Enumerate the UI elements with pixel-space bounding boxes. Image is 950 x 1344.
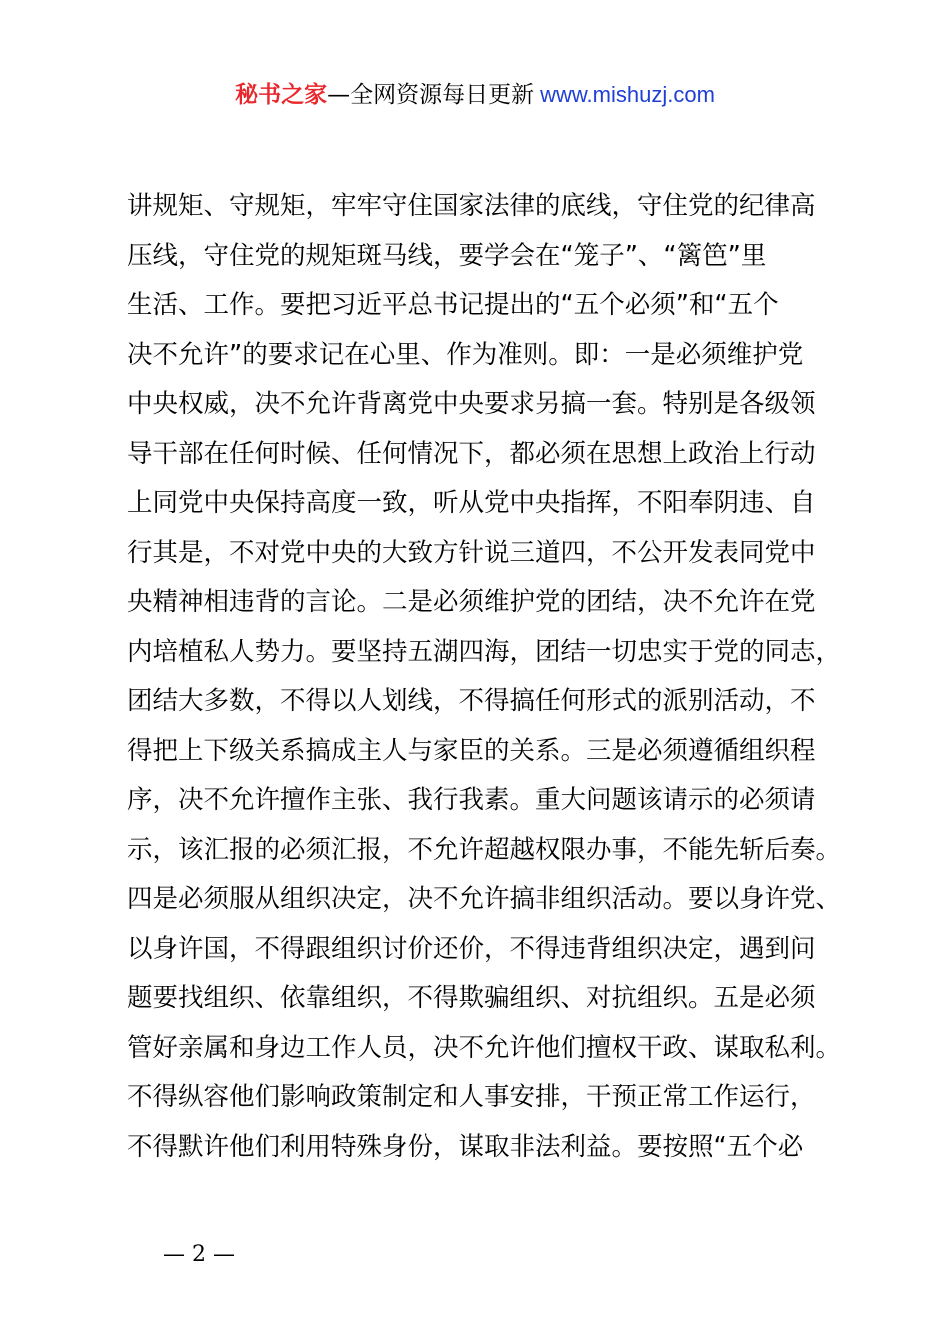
page-number: — 2 — [163, 1242, 235, 1267]
body-line: 上同党中央保持高度一致，听从党中央指挥，不阳奉阴违、自 [127, 488, 816, 518]
body-line: 导干部在任何时候、任何情况下，都必须在思想上政治上行动 [127, 438, 816, 469]
body-line: 不得纵容他们影响政策制定和人事安排，干预正常工作运行， [127, 1082, 816, 1112]
body-line: 央精神相违背的言论。二是必须维护党的团结，决不允许在党 [127, 587, 816, 617]
brand-name: 秘书之家 [235, 82, 328, 108]
body-line: 压线，守住党的规矩斑马线，要学会在“笼子”、“篱笆”里 [127, 240, 767, 271]
document-body [127, 182, 847, 1172]
body-line: 管好亲属和身边工作人员，决不允许他们擅权干政、谋取私利。 [127, 1032, 842, 1063]
body-line: 四是必须服从组织决定，决不允许搞非组织活动。要以身许党、 [127, 884, 842, 914]
site-header [0, 78, 950, 112]
body-line: 行其是，不对党中央的大致方针说三道四，不公开发表同党中 [127, 537, 816, 568]
body-line: 团结大多数，不得以人划线，不得搞任何形式的派别活动，不 [127, 686, 816, 716]
body-line: 不得默许他们利用特殊身份，谋取非法利益。要按照“五个必 [127, 1131, 804, 1162]
body-line: 内培植私人势力。要坚持五湖四海，团结一切忠实于党的同志， [127, 636, 842, 667]
body-line: 讲规矩、守规矩，牢牢守住国家法律的底线，守住党的纪律高 [127, 191, 816, 221]
body-line: 生活、工作。要把习近平总书记提出的“五个必须”和“五个 [127, 290, 779, 320]
body-line: 示，该汇报的必须汇报，不允许超越权限办事，不能先斩后奏。 [127, 834, 842, 865]
header-tagline: —全网资源每日更新 [327, 82, 535, 108]
body-line: 题要找组织、依靠组织，不得欺骗组织、对抗组织。五是必须 [127, 983, 816, 1013]
body-line: 中央权威，决不允许背离党中央要求另搞一套。特别是各级领 [127, 389, 816, 419]
body-line: 得把上下级关系搞成主人与家臣的关系。三是必须遵循组织程 [127, 735, 816, 766]
body-line: 决不允许”的要求记在心里、作为准则。即：一是必须维护党 [127, 339, 804, 370]
body-line: 序，决不允许擅作主张、我行我素。重大问题该请示的必须请 [127, 785, 816, 815]
site-url-link[interactable]: www.mishuzj.com [540, 82, 715, 107]
body-line: 以身许国，不得跟组织讨价还价，不得违背组织决定，遇到问 [127, 933, 816, 964]
